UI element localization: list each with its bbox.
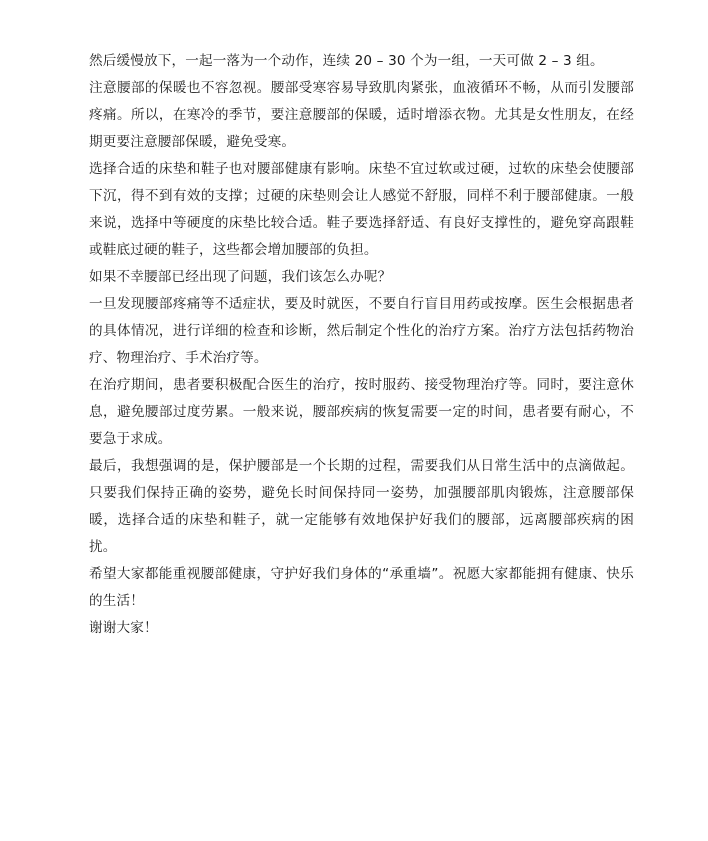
paragraph-mattress-shoes: 选择合适的床垫和鞋子也对腰部健康有影响。床垫不宜过软或过硬，过软的床垫会使腰部下沉，得不到有效的支撑；过硬的床垫则会让人感觉不舒服，同样不利于腰部健康。一般来说，选择中等硬度的床垫比较合适。鞋子要选择舒适、有良好支撑性的，避免穿高跟鞋或鞋底过硬的鞋子，这些都会增加腰部的负担。 xyxy=(89,161,634,258)
paragraph-seek-treatment: 一旦发现腰部疼痛等不适症状，要及时就医，不要自行盲目用药或按摩。医生会根据患者的具体情况，进行详细的检查和诊断，然后制定个性化的治疗方案。治疗方法包括药物治疗、物理治疗、手术治疗等。 xyxy=(89,296,634,366)
paragraph-keep-warm: 注意腰部的保暖也不容忽视。腰部受寒容易导致肌肉紧张，血液循环不畅，从而引发腰部疼痛。所以，在寒冷的季节，要注意腰部的保暖，适时增添衣物。尤其是女性朋友，在经期更要注意腰部保暖，避免受寒。 xyxy=(89,80,634,150)
paragraph-conclusion: 最后，我想强调的是，保护腰部是一个长期的过程，需要我们从日常生活中的点滴做起。只要我们保持正确的姿势，避免长时间保持同一姿势，加强腰部肌肉锻炼，注意腰部保暖，选择合适的床垫和鞋子，就一定能够有效地保护好我们的腰部，远离腰部疾病的困扰。 xyxy=(89,458,634,555)
paragraph-during-treatment: 在治疗期间，患者要积极配合医生的治疗，按时服药、接受物理治疗等。同时，要注意休息，避免腰部过度劳累。一般来说，腰部疾病的恢复需要一定的时间，患者要有耐心，不要急于求成。 xyxy=(89,377,634,447)
document-body xyxy=(89,48,634,642)
paragraph-exercise-reps: 然后缓慢放下，一起一落为一个动作，连续 20 – 30 个为一组，一天可做 2 – 3 组。 xyxy=(89,53,604,69)
paragraph-wishes: 希望大家都能重视腰部健康，守护好我们身体的“承重墙”。祝愿大家都能拥有健康、快乐的生活！ xyxy=(89,566,634,609)
paragraph-thanks: 谢谢大家！ xyxy=(89,620,158,636)
paragraph-question: 如果不幸腰部已经出现了问题，我们该怎么办呢？ xyxy=(89,269,392,285)
